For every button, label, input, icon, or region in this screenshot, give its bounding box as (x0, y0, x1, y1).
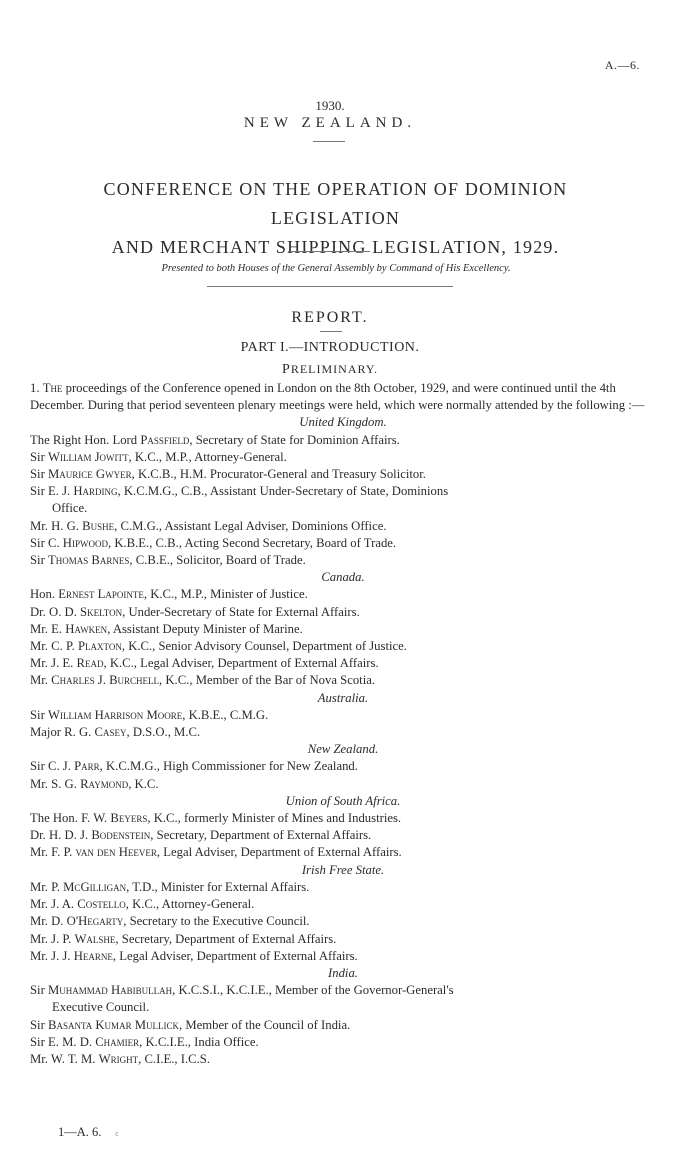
document-reference: A.—6. (604, 58, 640, 72)
attendee-description: , C.M.G., Assistant Legal Adviser, Dominions Office. (114, 518, 387, 533)
attendee-entry (30, 810, 656, 827)
attendee-title: Sir (30, 983, 45, 998)
attendee-title: Mr. H. G. (30, 518, 79, 533)
attendee-entry (30, 776, 656, 793)
attendee-list-south-africa (30, 810, 656, 862)
attendee-title: Sir C. (30, 535, 60, 550)
attendee-entry (30, 466, 656, 483)
attendee-name: Maurice Gwyer (47, 467, 132, 482)
attendee-name: Hawken (65, 621, 108, 636)
attendee-title: Sir (30, 553, 45, 568)
attendee-name: William Harrison Moore (47, 707, 183, 722)
attendee-name: William Jowitt (47, 449, 129, 464)
attendee-title: Mr. P. (30, 879, 60, 894)
section-heading-uk: United Kingdom. (299, 415, 387, 430)
attendee-description: , Assistant Deputy Minister of Marine. (107, 621, 303, 636)
preliminary-rest: RELIMINARY. (290, 362, 378, 376)
attendee-entry (30, 535, 656, 552)
attendee-description: , Under-Secretary of State for External Affairs. (122, 604, 360, 619)
attendee-title: Mr. J. J. (30, 948, 71, 963)
attendee-title: Mr. F. P. (30, 845, 73, 860)
attendee-entry (30, 707, 656, 724)
attendee-name: Raymond (80, 776, 129, 791)
attendee-description: , K.C., M.P., Attorney-General. (128, 449, 287, 464)
attendee-name: Charles J. Burchell (51, 673, 160, 688)
attendee-name: Thomas Barnes (47, 553, 130, 568)
attendee-name: Bushe (82, 518, 115, 533)
attendee-entry (30, 432, 656, 449)
attendee-description: , C.B.E., Solicitor, Board of Trade. (129, 553, 306, 568)
attendee-description: , K.C., Senior Advisory Counsel, Department of Justice. (121, 639, 407, 654)
intro-lead: The (42, 381, 63, 395)
attendee-title: The Hon. F. W. (30, 811, 108, 826)
part-heading: PART I.—INTRODUCTION. (240, 340, 420, 355)
section-heading-new-zealand: New Zealand. (307, 742, 379, 757)
attendee-name: McGilligan (63, 879, 127, 894)
intro-text: proceedings of the Conference opened in London on the 8th October, 1929, and were continued until the 4th December. During that period seventeen plenary meetings were held, which were normally attended by the following :— (30, 381, 645, 413)
attendee-list-uk (30, 432, 656, 570)
attendee-title: Hon. (30, 587, 56, 602)
attendee-description: , K.C.M.G., C.B., Assistant Under-Secretary of State, Dominions (117, 484, 449, 499)
presented-note: Presented to both Houses of the General Assembly by Command of His Excellency. (161, 263, 511, 274)
attendee-title: Sir (30, 1017, 45, 1032)
attendee-name: van den Heever (75, 845, 157, 860)
attendee-description: , Legal Adviser, Department of External Affairs. (112, 948, 358, 963)
attendee-list-india (30, 982, 656, 1068)
attendee-title: Mr. J. A. (30, 897, 75, 912)
attendee-entry (30, 1017, 656, 1034)
attendee-description: , K.B.E., C.M.G. (182, 707, 269, 722)
attendee-description: , Member of the Council of India. (179, 1017, 351, 1032)
attendee-description: , C.I.E., I.C.S. (138, 1051, 211, 1066)
attendee-entry (30, 913, 656, 930)
attendee-entry (30, 724, 656, 741)
attendee-entry (30, 758, 656, 775)
attendee-description: , K.C., formerly Minister of Mines and Industries. (147, 811, 402, 826)
attendee-entry (30, 621, 656, 638)
attendee-description: , Secretary of State for Dominion Affairs. (189, 432, 400, 447)
attendee-name: Costello (77, 897, 126, 912)
attendee-description: , Secretary to the Executive Council. (123, 914, 310, 929)
attendee-entry (30, 638, 656, 655)
attendee-description: , K.C., Member of the Bar of Nova Scotia. (159, 673, 376, 688)
attendee-description: , K.C., M.P., Minister of Justice. (143, 587, 308, 602)
title-line-2: AND MERCHANT SHIPPING LEGISLATION, 1929. (111, 237, 560, 257)
divider (207, 286, 453, 287)
section-heading-irish-free-state: Irish Free State. (301, 862, 385, 877)
paragraph-number: 1. (30, 381, 40, 395)
attendee-description: , T.D., Minister for External Affairs. (126, 879, 310, 894)
attendee-title: Sir (30, 467, 45, 482)
attendee-title: Sir E. J. (30, 484, 71, 499)
attendee-name: Skelton (80, 604, 123, 619)
section-heading-south-africa: Union of South Africa. (285, 793, 401, 808)
attendee-title: Mr. C. P. (30, 639, 75, 654)
attendee-name: Chamier (95, 1034, 140, 1049)
attendee-list-new-zealand (30, 758, 656, 792)
attendee-name: Plaxton (77, 639, 122, 654)
attendee-description: , K.C.B., H.M. Procurator-General and Treasury Solicitor. (131, 467, 426, 482)
attendee-entry (30, 449, 656, 466)
attendee-continuation: Executive Council. (52, 1000, 150, 1015)
attendee-title: Mr. J. P. (30, 931, 72, 946)
attendee-description: , K.C.S.I., K.C.I.E., Member of the Governor-General's (172, 983, 454, 998)
attendee-name: Wright (98, 1051, 139, 1066)
attendee-description: , Secretary, Department of External Affairs. (150, 828, 372, 843)
attendee-entry (30, 982, 656, 999)
attendee-description: , K.C. (128, 776, 159, 791)
attendee-name: Read (76, 656, 104, 671)
preliminary-heading (0, 362, 660, 378)
attendee-description: , K.C.I.E., India Office. (139, 1034, 259, 1049)
attendee-entry (30, 879, 656, 896)
attendee-entry (30, 827, 656, 844)
attendee-name: Beyers (110, 811, 148, 826)
attendee-name: Ernest Lapointe (58, 587, 144, 602)
attendee-continuation: Office. (52, 501, 88, 516)
attendee-name: Harding (73, 484, 118, 499)
attendee-entry (30, 948, 656, 965)
year: 1930. (315, 98, 345, 113)
attendee-title: Sir (30, 449, 45, 464)
attendee-title: Mr. S. G. (30, 776, 77, 791)
attendee-description: , Legal Adviser, Department of External Affairs. (156, 845, 402, 860)
attendee-description: , Secretary, Department of External Affairs. (115, 931, 337, 946)
attendee-name: Parr (74, 759, 100, 774)
attendee-entry (30, 672, 656, 689)
attendee-name: Hipwood (62, 535, 108, 550)
attendee-name: Bodenstein (91, 828, 151, 843)
attendee-title: Sir C. J. (30, 759, 71, 774)
attendee-list-australia (30, 707, 656, 741)
attendee-entry (30, 896, 656, 913)
divider (313, 141, 345, 142)
attendee-description: , K.C., Attorney-General. (125, 897, 255, 912)
attendee-entry (30, 1034, 656, 1051)
section-heading-india: India. (328, 965, 358, 980)
attendee-title: Mr. D. (30, 914, 64, 929)
attendee-list-irish-free-state (30, 879, 656, 965)
intro-paragraph (30, 380, 656, 414)
attendee-name: O'Hegarty (66, 914, 124, 929)
attendee-description: , K.C., Legal Adviser, Department of External Affairs. (103, 656, 379, 671)
printer-mark: c (115, 1129, 119, 1138)
attendee-title: Dr. O. D. (30, 604, 77, 619)
attendee-name: Walshe (74, 931, 116, 946)
report-heading: REPORT. (291, 309, 369, 326)
divider (288, 251, 370, 252)
attendee-name: Casey (94, 725, 127, 740)
preliminary-initial: P (282, 362, 291, 377)
attendee-list-canada (30, 586, 656, 689)
attendee-entry (30, 586, 656, 603)
attendee-description: , K.B.E., C.B., Acting Second Secretary, Board of Trade. (107, 535, 397, 550)
country-heading: NEW ZEALAND. (243, 115, 417, 131)
attendee-entry (30, 655, 656, 672)
signature-mark: 1—A. 6. (58, 1125, 102, 1139)
attendee-title: Sir (30, 707, 45, 722)
attendee-entry (30, 1051, 656, 1068)
document-title (48, 175, 623, 262)
attendee-name: Hearne (73, 948, 113, 963)
attendee-name: Muhammad Habibullah (47, 983, 173, 998)
report-body (30, 380, 656, 1068)
attendee-title: Mr. E. (30, 621, 63, 636)
attendee-name: Basanta Kumar Mullick (47, 1017, 180, 1032)
attendee-title: Mr. J. E. (30, 656, 74, 671)
attendee-entry (30, 931, 656, 948)
attendee-name: Passfield (140, 432, 190, 447)
attendee-title: Mr. W. T. M. (30, 1051, 96, 1066)
section-heading-canada: Canada. (321, 570, 365, 585)
divider (320, 331, 342, 332)
attendee-description: , D.S.O., M.C. (126, 725, 201, 740)
attendee-entry (30, 604, 656, 621)
attendee-entry (30, 552, 656, 569)
attendee-title: Mr. (30, 673, 48, 688)
section-heading-australia: Australia. (317, 690, 369, 705)
title-line-1: CONFERENCE ON THE OPERATION OF DOMINION LEGISLATION (103, 179, 568, 228)
attendee-entry (30, 483, 656, 500)
attendee-title: Major R. G. (30, 725, 92, 740)
page-signature (58, 1125, 119, 1140)
attendee-entry (30, 518, 656, 535)
attendee-title: Sir E. M. D. (30, 1034, 93, 1049)
attendee-description: , K.C.M.G., High Commissioner for New Zealand. (99, 759, 358, 774)
attendee-title: The Right Hon. Lord (30, 432, 138, 447)
attendee-entry (30, 844, 656, 861)
attendee-title: Dr. H. D. J. (30, 828, 89, 843)
